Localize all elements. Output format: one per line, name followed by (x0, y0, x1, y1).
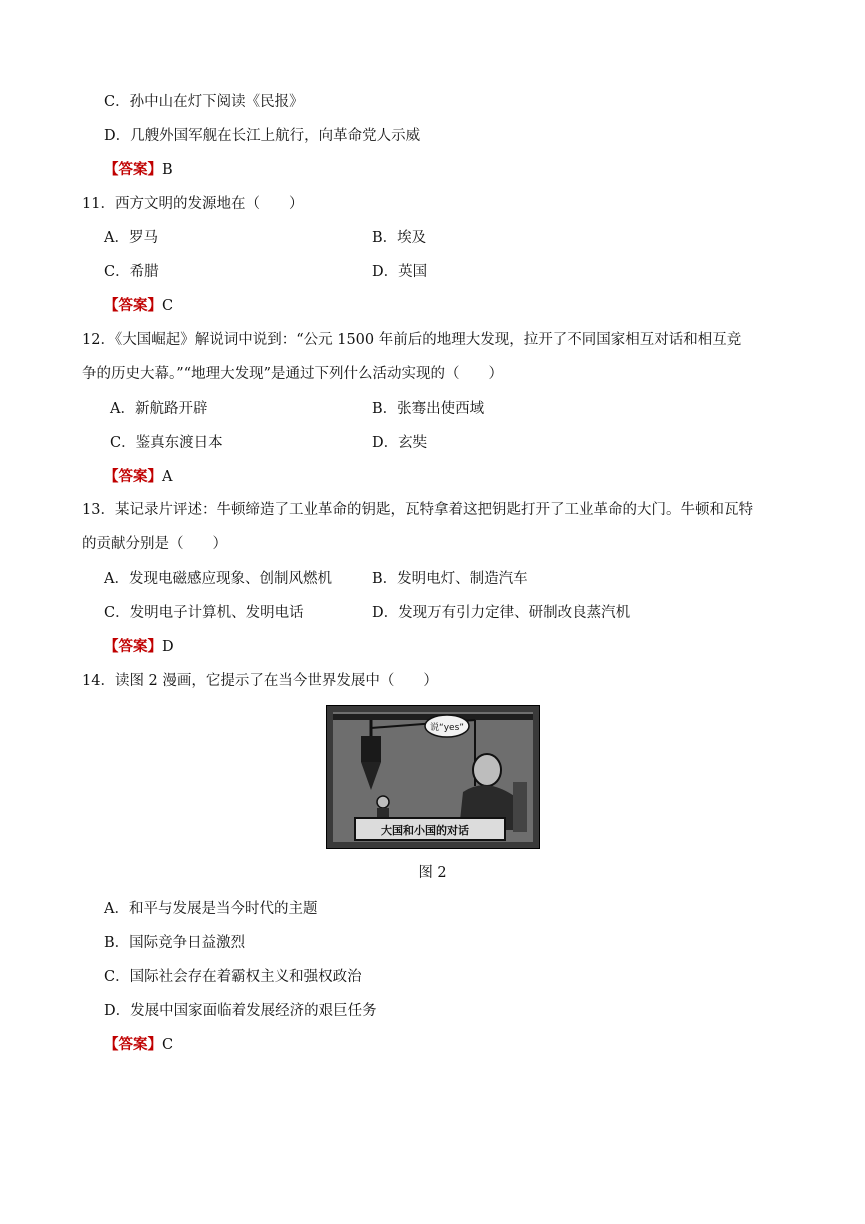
q12-option-a: A．新航路开辟 (110, 401, 208, 417)
q14-option-b: B．国际竞争日益激烈 (104, 935, 246, 951)
q12-answer (104, 467, 172, 487)
table-banner-text: 大国和小国的对话 (381, 824, 469, 837)
q10-answer (104, 160, 173, 180)
q12-stem-line2: 争的历史大幕。”“地理大发现”是通过下列什么活动实现的（ ） (82, 366, 503, 382)
q13-option-d: D．发现万有引力定律、研制改良蒸汽机 (372, 605, 631, 621)
q14-option-c: C．国际社会存在着霸权主义和强权政治 (104, 969, 362, 985)
q13-stem-line1: 13．某记录片评述：牛顿缔造了工业革命的钥匙，瓦特拿着这把钥匙打开了工业革命的大门。牛顿和瓦特 (82, 502, 753, 518)
answer-label: 【答案】 (104, 161, 162, 178)
answer-value: C (162, 1037, 174, 1053)
q11-answer (104, 296, 173, 316)
q11-option-c: C．希腊 (104, 264, 159, 280)
answer-label: 【答案】 (104, 638, 162, 655)
q14-option-d: D．发展中国家面临着发展经济的艰巨任务 (104, 1003, 377, 1019)
answer-label: 【答案】 (104, 297, 162, 314)
answer-label: 【答案】 (104, 468, 162, 485)
q11-option-a: A．罗马 (104, 230, 158, 246)
q14-answer (104, 1035, 173, 1055)
figure-caption: 图 2 (418, 865, 447, 881)
q12-option-c: C．鉴真东渡日本 (110, 435, 223, 451)
q13-option-b: B．发明电灯、制造汽车 (372, 571, 528, 587)
cartoon-figure (326, 705, 540, 849)
q13-option-a: A．发现电磁感应现象、创制风燃机 (104, 571, 332, 587)
q14-stem: 14．读图 2 漫画，它提示了在当今世界发展中（ ） (82, 673, 438, 689)
q10-option-d: D．几艘外国军舰在长江上航行，向革命党人示威 (104, 128, 421, 144)
q11-option-d: D．英国 (372, 264, 428, 280)
q11-stem: 11．西方文明的发源地在（ ） (82, 196, 304, 212)
speech-bubble-text: 说“yes” (430, 723, 464, 733)
answer-value: C (162, 298, 174, 314)
q12-stem-line1: 12．《大国崛起》解说词中说到：“公元 1500 年前后的地理大发现，拉开了不同国家相互对话和相互竞 (82, 332, 742, 348)
q14-option-a: A．和平与发展是当今时代的主题 (104, 901, 318, 917)
q12-option-d: D．玄奘 (372, 435, 428, 451)
answer-label: 【答案】 (104, 1036, 162, 1053)
q10-option-c: C．孙中山在灯下阅读《民报》 (104, 94, 304, 110)
answer-value: B (162, 162, 173, 178)
q12-option-b: B．张骞出使西域 (372, 401, 485, 417)
q11-option-b: B．埃及 (372, 230, 427, 246)
q13-answer (104, 637, 174, 657)
q13-option-c: C．发明电子计算机、发明电话 (104, 605, 304, 621)
answer-value: A (162, 469, 173, 485)
answer-value: D (162, 639, 174, 655)
q13-stem-line2: 的贡献分别是（ ） (82, 536, 227, 552)
